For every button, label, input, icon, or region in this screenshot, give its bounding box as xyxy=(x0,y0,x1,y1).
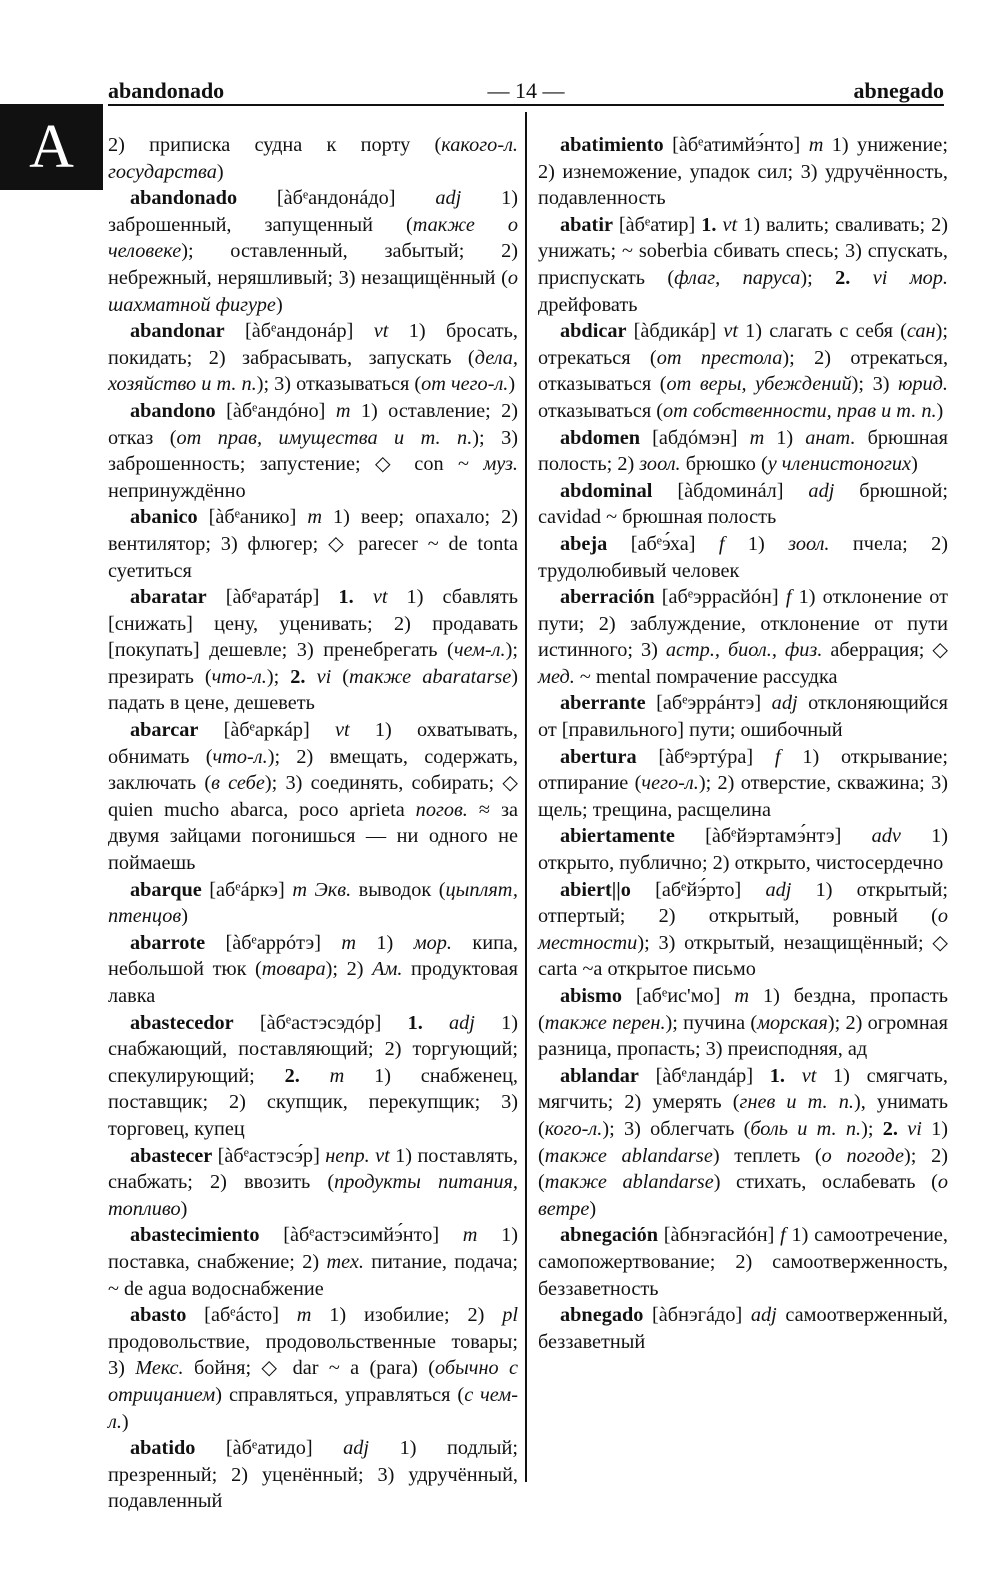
right-column xyxy=(538,132,948,1355)
dictionary-entry: abatido [àбᵉатидо] adj 1) подлый; презренный; 2) уценённый; 3) удручённый, подавленный xyxy=(108,1437,518,1513)
dictionary-entry: abiertamente [àбᵉйэртамэ́нтэ] adv 1) открыто, публично; 2) открыто, чистосердечно xyxy=(538,825,948,875)
dictionary-entry: abatimiento [àбᵉатимйэ́нто] m 1) унижение; 2) изнеможение, упадок сил; 3) удручённость, подавленность xyxy=(538,134,948,210)
dictionary-entry: abandonar [àбᵉандонáр] vt 1) бросать, покидать; 2) забрасывать, запускать (дела, хозяйство и т. п.); 3) отказываться (от чего-л.) xyxy=(108,320,518,396)
letter-thumb-tab: A xyxy=(0,104,103,190)
dictionary-entry: abastecedor [àбᵉастэсэдóр] 1. adj 1) снабжающий, поставляющий; 2) торгующий; спекулирующий; 2. m 1) снабженец, поставщик; 2) скупщик, перекупщик; 3) торговец, купец xyxy=(108,1011,519,1140)
page-number: — 14 — xyxy=(487,78,565,103)
dictionary-entry: abdomen [абдóмэн] m 1) анат. брюшная полость; 2) зоол. брюшко (у членистоногих) xyxy=(538,426,948,476)
dictionary-entry: abastecimiento [àбᵉастэсимйэ́нто] m 1) поставка, снабжение; 2) тех. питание, подача; ~ de agua водоснабжение xyxy=(108,1224,518,1300)
dictionary-entry: abarrote [àбᵉаррóтэ] m 1) мор. кипа, небольшой тюк (товара); 2) Ам. продуктовая лавка xyxy=(108,931,519,1007)
dictionary-entry: 2) приписка судна к порту (какого-л. государства) xyxy=(108,134,518,183)
dictionary-entry: abnegado [àбнэгáдо] adj самоотверженный, беззаветный xyxy=(538,1304,948,1353)
dictionary-entry: abaratar [àбᵉаратáр] 1. vt 1) сбавлять [снижать] цену, уценивать; 2) продавать [покупать] дешевле; 3) пренебрегать (чем-л.); презирать (что-л.); 2. vi (также abaratarse) падать в цене, дешеветь xyxy=(108,586,518,715)
dictionary-entry: abarque [абᵉáркэ] m Экв. выводок (цыплят, птенцов) xyxy=(108,878,518,928)
dictionary-entry: abarcar [àбᵉаркáр] vt 1) охватывать, обнимать (что-л.); 2) вмещать, содержать, заключать (в себе); 3) соединять, собирать; ◇ quien mucho abarca, poco aprieta погов. ≈ за двумя зайцами погонишься — ни одного не поймаешь xyxy=(108,719,518,875)
dictionary-entry: aberración [абᵉэррасйóн] f 1) отклонение от пути; 2) заблуждение, отклонение от пути истинного; 3) астр., биол., физ. аберрация; ◇ мед. ~ mental помрачение рассудка xyxy=(538,586,949,688)
header-first-word: abandonado xyxy=(108,78,225,103)
dictionary-entry: ablandar [àбᵉландáр] 1. vt 1) смягчать, мягчить; 2) умерять (гнев и т. п.), унимать (кого-л.); 3) облегчать (боль и т. п.); 2. vi 1) (также ablandarse) теплеть (о погоде); 2) (также ablandarse) стихать, ослабевать (о ветре) xyxy=(538,1064,949,1220)
dictionary-entry: aberrante [абᵉэррáнтэ] adj отклоняющийся от [правильного] пути; ошибочный xyxy=(538,692,948,742)
dictionary-entry: abanico [àбᵉанико] m 1) веер; опахало; 2) вентилятор; 3) флюгер; ◇ parecer ~ de tonta суетиться xyxy=(108,506,518,582)
running-header xyxy=(108,76,944,106)
dictionary-entry: abandonado [àбᵉандонáдо] adj 1) заброшенный, запущенный (также о человеке); оставленный, забытый; 2) небрежный, неряшливый; 3) незащищённый (о шахматной фигуре) xyxy=(108,187,518,316)
column-divider xyxy=(525,112,527,1482)
dictionary-entry: abdominal [àбдоминáл] adj брюшной; cavidad ~ брюшная полость xyxy=(538,479,949,529)
dictionary-entry: abastecer [àбᵉастэсэ́р] непр. vt 1) поставлять, снабжать; 2) ввозить (продукты питания, топливо) xyxy=(108,1144,518,1220)
dictionary-entry: abertura [àбᵉэртýра] f 1) открывание; отпирание (чего-л.); 2) отверстие, скважина; 3) щель; трещина, расщелина xyxy=(538,745,949,821)
dictionary-entry: abandono [àбᵉандóно] m 1) оставление; 2) отказ (от прав, имущества и т. п.); 3) заброшенность; запустение; ◇ con ~ муз. непринуждённо xyxy=(108,399,519,502)
dictionary-entry: abnegación [àбнэгасйóн] f 1) самоотречение, самопожертвование; 2) самоотверженность, беззаветность xyxy=(538,1224,948,1300)
dictionary-entry: abatir [àбᵉатир] 1. vt 1) валить; сваливать; 2) унижать; ~ soberbia сбивать спесь; 3) спускать, приспускать (флаг, паруса); 2. vi мор. дрейфовать xyxy=(538,213,948,316)
dictionary-entry: abeja [абᵉэ́ха] f 1) зоол. пчела; 2) трудолюбивый человек xyxy=(538,532,948,582)
dictionary-entry: abismo [абᵉис'мо] m 1) бездна, пропасть (также перен.); пучина (морская); 2) огромная разница, пропасть; 3) преисподняя, ад xyxy=(538,985,948,1061)
header-last-word: abnegado xyxy=(853,78,944,103)
dictionary-entry: abdicar [àбдикáр] vt 1) слагать с себя (сан); отрекаться (от престола); 2) отрекаться, отказываться (от веры, убеждений); 3) юрид. отказываться (от собственности, прав и т. п.) xyxy=(538,320,949,422)
dictionary-entry: abasto [абᵉáсто] m 1) изобилие; 2) pl продовольствие, продовольственные товары; 3) Мекс. бойня; ◇ dar ~ a (para) (обычно с отрицанием) справляться, управляться (с чем-л.) xyxy=(108,1304,519,1433)
dictionary-entry: abiert||o [абᵉйэ́рто] adj 1) открытый; отпертый; 2) открытый, ровный (о местности); 3) открытый, незащищённый; ◇ carta ~a открытое письмо xyxy=(538,878,948,981)
left-column xyxy=(108,132,518,1515)
